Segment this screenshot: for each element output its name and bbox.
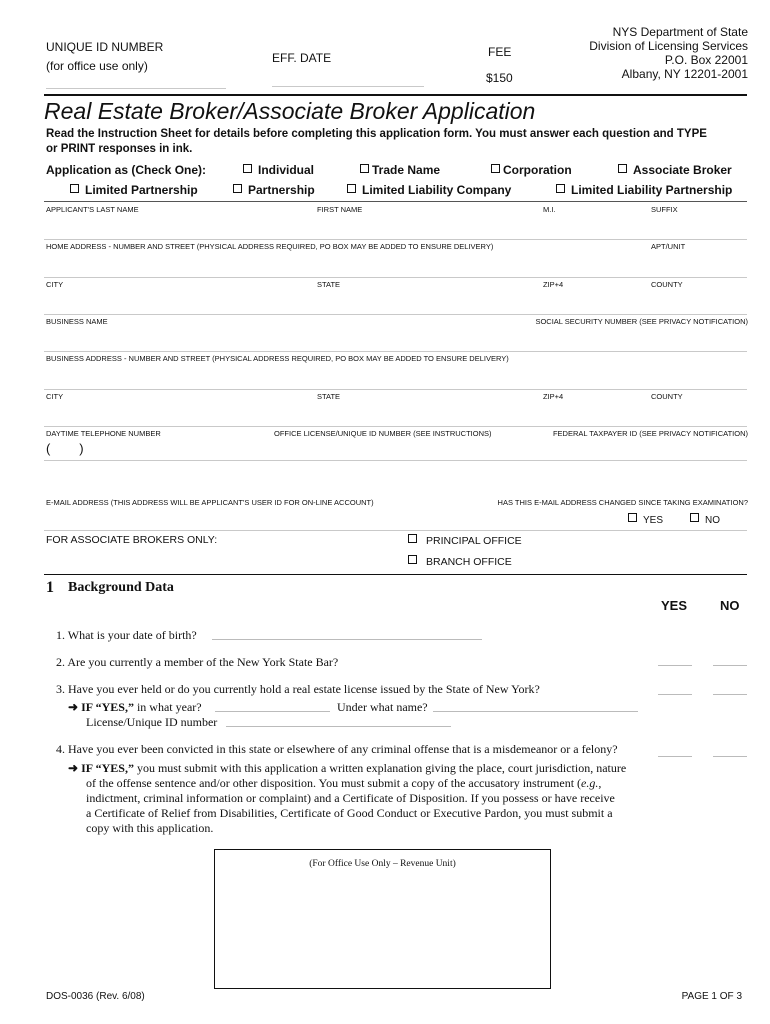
question-3: 3. Have you ever held or do you currently hold a real estate license issued by the State of New York?	[56, 682, 540, 696]
q4-explanation-line-4: a Certificate of Relief from Disabilities, Certificate of Good Conduct or Executive Pardon, you must submit a	[86, 806, 613, 820]
phone-label: DAYTIME TELEPHONE NUMBER	[46, 429, 161, 438]
section-rule	[44, 574, 747, 575]
office-use-label: (For Office Use Only – Revenue Unit)	[309, 859, 456, 869]
office-use-box	[214, 849, 551, 989]
city2-field[interactable]	[44, 426, 747, 427]
fee-value: $150	[486, 71, 513, 85]
q4-explanation-line-1: ➜ IF “YES,” you must submit with this application a written explanation giving the place, court jurisdiction, nature	[68, 761, 627, 775]
option-partnership[interactable]: Partnership	[233, 183, 315, 197]
checkbox-llc[interactable]	[347, 184, 356, 193]
question-4: 4. Have you ever been convicted in this state or elsewhere of any criminal offense that is a misdemeanor or a felony?	[56, 742, 618, 756]
email-changed-label: HAS THIS E-MAIL ADDRESS CHANGED SINCE TAKING EXAMINATION?	[497, 498, 748, 507]
agency-line-1: NYS Department of State	[612, 25, 748, 39]
home-address-label: HOME ADDRESS - NUMBER AND STREET (PHYSICAL ADDRESS REQUIRED, PO BOX MAY BE ADDED TO ENSURE DELIVERY)	[46, 242, 494, 251]
business-name-label: BUSINESS NAME	[46, 317, 108, 326]
q3-year-field[interactable]	[215, 711, 330, 712]
q4-no-answer[interactable]	[713, 756, 747, 757]
option-trade-name[interactable]: Trade Name	[360, 163, 440, 177]
first-name-label: FIRST NAME	[317, 205, 363, 214]
header-rule	[44, 94, 747, 96]
checkbox-email-no[interactable]	[690, 513, 699, 522]
agency-line-3: P.O. Box 22001	[664, 53, 748, 67]
q4-explanation-line-5: copy with this application.	[86, 821, 214, 835]
zip-label: ZIP+4	[543, 280, 564, 289]
page-number: PAGE 1 OF 3	[681, 991, 742, 1002]
option-corporation[interactable]: Corporation	[491, 163, 572, 177]
business-name-field[interactable]	[44, 351, 747, 352]
email-changed-no[interactable]: NO	[690, 513, 720, 526]
fein-label: FEDERAL TAXPAYER ID (SEE PRIVACY NOTIFICATION)	[552, 429, 748, 438]
checkbox-corporation[interactable]	[491, 164, 500, 173]
state2-label: STATE	[317, 392, 341, 401]
unique-id-field[interactable]	[46, 88, 226, 89]
dob-field[interactable]	[212, 639, 482, 640]
mi-label: M.I.	[543, 205, 556, 214]
no-column-header: NO	[720, 598, 740, 613]
associate-brokers-label: FOR ASSOCIATE BROKERS ONLY:	[46, 534, 218, 546]
city2-label: CITY	[46, 392, 64, 401]
checkbox-limited-partnership[interactable]	[70, 184, 79, 193]
county-label: COUNTY	[651, 280, 683, 289]
question-2: 2. Are you currently a member of the New York State Bar?	[56, 655, 339, 669]
arrow-icon: ➜	[68, 700, 79, 714]
county2-label: COUNTY	[651, 392, 683, 401]
ssn-label: SOCIAL SECURITY NUMBER (SEE PRIVACY NOTIFICATION)	[535, 317, 748, 326]
phone-field[interactable]	[44, 460, 747, 461]
business-address-field[interactable]	[44, 389, 747, 390]
last-name-label: APPLICANT'S LAST NAME	[46, 205, 139, 214]
email-changed-yes[interactable]: YES	[628, 513, 663, 526]
option-individual[interactable]: Individual	[243, 163, 314, 177]
application-as-label: Application as (Check One):	[46, 163, 207, 177]
section-number: 1	[46, 579, 54, 596]
branch-office-option[interactable]: BRANCH OFFICE	[408, 555, 512, 568]
q4-explanation-line-3: indictment, criminal information or complaint) and a Certificate of Disposition. If you possess or have receive	[86, 791, 615, 805]
suffix-label: SUFFIX	[651, 205, 678, 214]
city-label: CITY	[46, 280, 64, 289]
q4-yes-answer[interactable]	[658, 756, 692, 757]
eff-date-field[interactable]	[272, 86, 424, 87]
checkbox-llp[interactable]	[556, 184, 565, 193]
zip2-label: ZIP+4	[543, 392, 564, 401]
fee-label: FEE	[488, 45, 512, 59]
q3-no-answer[interactable]	[713, 694, 747, 695]
checkbox-individual[interactable]	[243, 164, 252, 173]
home-address-field[interactable]	[44, 277, 747, 278]
eff-date-label: EFF. DATE	[272, 51, 332, 65]
q3-license-field[interactable]	[226, 726, 451, 727]
option-limited-partnership[interactable]: Limited Partnership	[70, 183, 198, 197]
rule-top-fields	[44, 201, 747, 202]
checkbox-partnership[interactable]	[233, 184, 242, 193]
office-license-label: OFFICE LICENSE/UNIQUE ID NUMBER (SEE INSTRUCTIONS)	[274, 429, 492, 438]
business-address-label: BUSINESS ADDRESS - NUMBER AND STREET (PHYSICAL ADDRESS REQUIRED, PO BOX MAY BE ADDED TO ENSURE DELIVERY)	[46, 354, 509, 363]
q3-under-name-label: Under what name?	[337, 700, 428, 714]
q3-name-field[interactable]	[433, 711, 638, 712]
instructions-line-1: Read the Instruction Sheet for details before completing this application form. You must answer each question and TYPE	[46, 128, 707, 140]
q3-followup: ➜ IF “YES,” in what year?	[68, 700, 202, 714]
instructions-line-2: or PRINT responses in ink.	[46, 143, 193, 155]
q2-yes-answer[interactable]	[658, 665, 692, 666]
arrow-icon: ➜	[68, 761, 79, 775]
checkbox-trade-name[interactable]	[360, 164, 369, 173]
checkbox-branch-office[interactable]	[408, 555, 417, 564]
unique-id-note: (for office use only)	[46, 59, 148, 73]
question-1: 1. What is your date of birth?	[56, 628, 197, 642]
email-field[interactable]	[44, 530, 747, 531]
form-id: DOS-0036 (Rev. 6/08)	[46, 991, 145, 1002]
section-title: Background Data	[68, 580, 174, 595]
phone-area-code[interactable]: ( )	[46, 441, 84, 456]
q2-no-answer[interactable]	[713, 665, 747, 666]
option-llc[interactable]: Limited Liability Company	[347, 183, 511, 197]
apt-unit-label: APT/UNIT	[651, 242, 686, 251]
q3-license-label: License/Unique ID number	[86, 715, 218, 729]
q4-explanation-line-2: of the offense sentence and/or other disposition. You must submit a copy of the accusatory instrument (e.g.,	[86, 776, 602, 790]
yes-column-header: YES	[661, 598, 688, 613]
checkbox-principal-office[interactable]	[408, 534, 417, 543]
option-associate-broker[interactable]: Associate Broker	[618, 163, 732, 177]
checkbox-associate-broker[interactable]	[618, 164, 627, 173]
name-field[interactable]	[44, 239, 747, 240]
city-field[interactable]	[44, 314, 747, 315]
agency-line-2: Division of Licensing Services	[589, 39, 748, 53]
unique-id-label: UNIQUE ID NUMBER	[46, 40, 164, 54]
q3-yes-answer[interactable]	[658, 694, 692, 695]
checkbox-email-yes[interactable]	[628, 513, 637, 522]
principal-office-option[interactable]: PRINCIPAL OFFICE	[408, 534, 522, 547]
state-label: STATE	[317, 280, 341, 289]
agency-line-4: Albany, NY 12201-2001	[621, 67, 748, 81]
email-label: E-MAIL ADDRESS (THIS ADDRESS WILL BE APPLICANT'S USER ID FOR ON-LINE ACCOUNT)	[46, 498, 374, 507]
page-title: Real Estate Broker/Associate Broker Application	[44, 98, 536, 124]
option-llp[interactable]: Limited Liability Partnership	[556, 183, 732, 197]
